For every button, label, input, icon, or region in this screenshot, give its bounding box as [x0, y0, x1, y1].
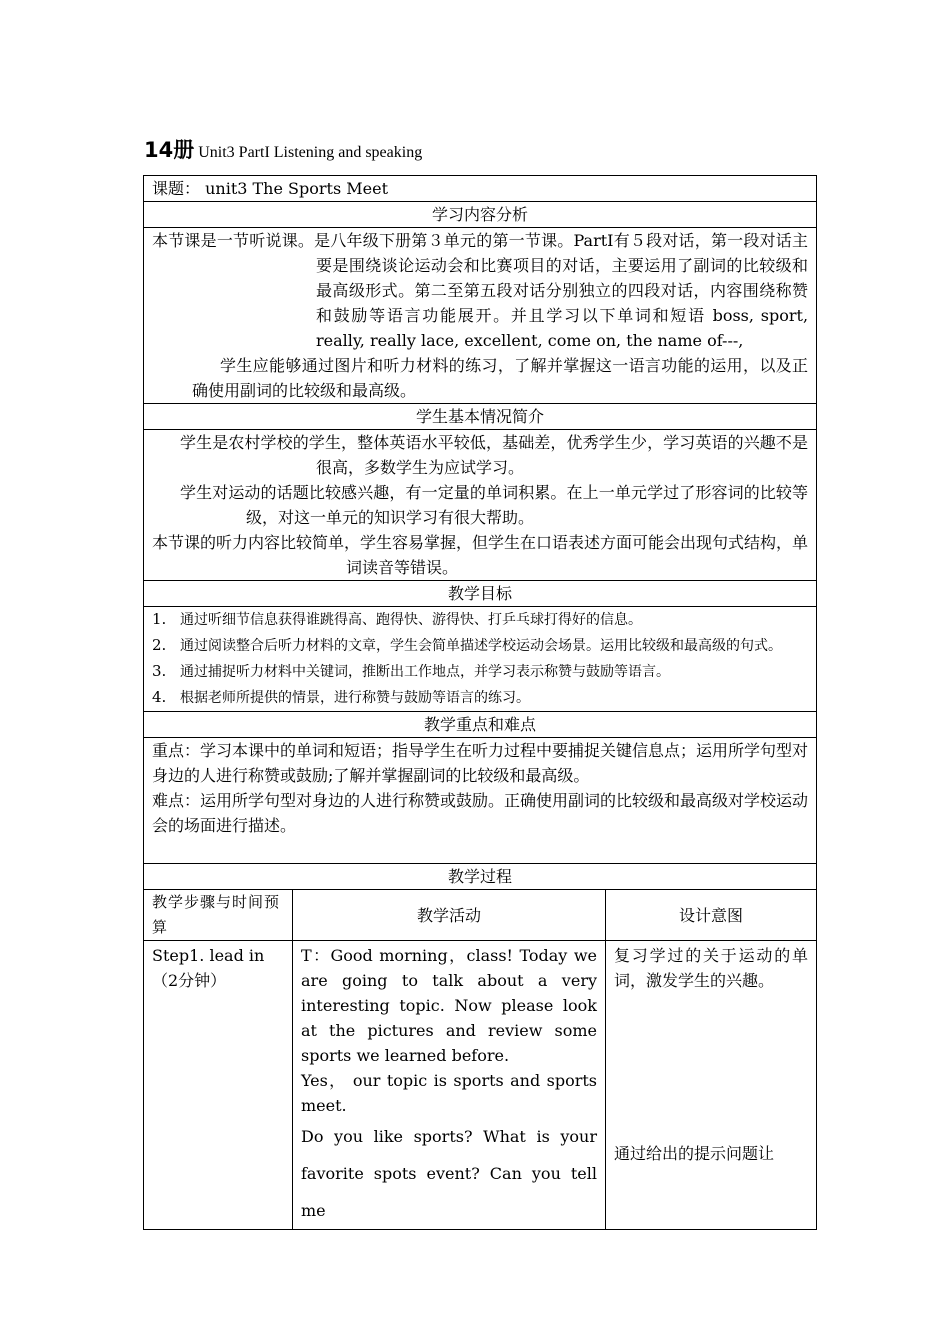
content-paragraph-1: 本节课是一节听说课。是八年级下册第３单元的第一节课。PartI有５段对话，第一段对话主要是围绕谈论运动会和比赛项目的对话，主要运用了副词的比较级和最高级形式。第二至第五段对话分别独立的四段对话，内容围绕称赞和鼓励等语言功能展开。并且学习以下单词和短语 boss, sport, really, really lace, excellent, come on, the name of---,: [152, 231, 809, 350]
activity-paragraph-1: T：Good morning，class! Today we are going to talk about a very interesting topic. Now please look at the pictures and review some sports we learned before.: [301, 946, 597, 1065]
step1-row: [144, 941, 817, 1230]
content-analysis-row: [144, 228, 817, 404]
column-header-steps: 教学步骤与时间预算: [144, 890, 293, 941]
key-points-cell: [144, 738, 817, 864]
objective-item: 1. 通过听细节信息获得谁跳得高、跑得快、游得快、打乒乓球打得好的信息。: [152, 610, 642, 628]
difficulties-text: 难点：运用所学句型对身边的人进行称赞或鼓励。正确使用副词的比较级和最高级对学校运动会的场面进行描述。: [152, 791, 809, 835]
student-paragraph-1: 学生是农村学校的学生，整体英语水平较低，基础差，优秀学生少，学习英语的兴趣不是很高，多数学生为应试学习。: [180, 433, 809, 477]
activity-paragraph-3: Do you like sports? What is your favorite spots event? Can you tell me: [301, 1127, 597, 1220]
column-header-activities: 教学活动: [293, 890, 606, 941]
intent-paragraph-2: 通过给出的提示问题让: [614, 1144, 775, 1163]
objective-item: 4. 根据老师所提供的情景，进行称赞与鼓励等语言的练习。: [152, 688, 530, 706]
key-points-text: 重点：学习本课中的单词和短语；指导学生在听力过程中要捕捉关键信息点；运用所学句型对身边的人进行称赞或鼓励;了解并掌握副词的比较级和最高级。: [152, 741, 809, 785]
objective-item: 3. 通过捕捉听力材料中关键词，推断出工作地点，并学习表示称赞与鼓励等语言。: [152, 662, 670, 680]
objectives-cell: [144, 607, 817, 712]
column-header-intent: 设计意图: [606, 890, 817, 941]
content-paragraph-2: 学生应能够通过图片和听力材料的练习，了解并掌握这一语言功能的运用，以及正确使用副词的比较级和最高级。: [192, 356, 809, 400]
step1-intent-cell: [606, 941, 817, 1230]
section-key-points: 教学重点和难点: [144, 712, 817, 738]
section-content-analysis: 学习内容分析: [144, 202, 817, 228]
student-info-cell: [144, 430, 817, 581]
document-title: [144, 134, 422, 164]
activity-paragraph-2: Yes， our topic is sports and sports meet.: [301, 1071, 597, 1115]
intent-paragraph-1: 复习学过的关于运动的单词，激发学生的兴趣。: [614, 946, 809, 990]
student-paragraph-2: 学生对运动的话题比较感兴趣，有一定量的单词积累。在上一单元学过了形容词的比较等级，对这一单元的知识学习有很大帮助。: [180, 483, 809, 527]
topic-cell: 课题： unit3 The Sports Meet: [144, 176, 817, 202]
student-paragraph-3: 本节课的听力内容比较简单，学生容易掌握，但学生在口语表述方面可能会出现句式结构，单词读音等错误。: [152, 533, 809, 577]
objectives-row: [144, 607, 817, 712]
section-header-row: [144, 404, 817, 430]
section-header-row: [144, 864, 817, 890]
key-points-row: [144, 738, 817, 864]
step1-activity-cell: [293, 941, 606, 1230]
topic-row: [144, 176, 817, 202]
section-objectives: 教学目标: [144, 581, 817, 607]
section-header-row: [144, 202, 817, 228]
content-analysis-cell: [144, 228, 817, 404]
objective-item: 2. 通过阅读整合后听力材料的文章，学生会简单描述学校运动会场景。运用比较级和最高级的句式。: [152, 636, 782, 654]
step1-cell: Step1. lead in（2分钟）: [144, 941, 293, 1230]
title-text: Unit3 PartI Listening and speaking: [194, 144, 423, 161]
section-header-row: [144, 712, 817, 738]
title-number: 14册: [144, 138, 195, 162]
student-info-row: [144, 430, 817, 581]
section-student-info: 学生基本情况简介: [144, 404, 817, 430]
section-header-row: [144, 581, 817, 607]
section-teaching-process: 教学过程: [144, 864, 817, 890]
process-header-row: [144, 890, 817, 941]
lesson-plan-table: [143, 175, 817, 1230]
